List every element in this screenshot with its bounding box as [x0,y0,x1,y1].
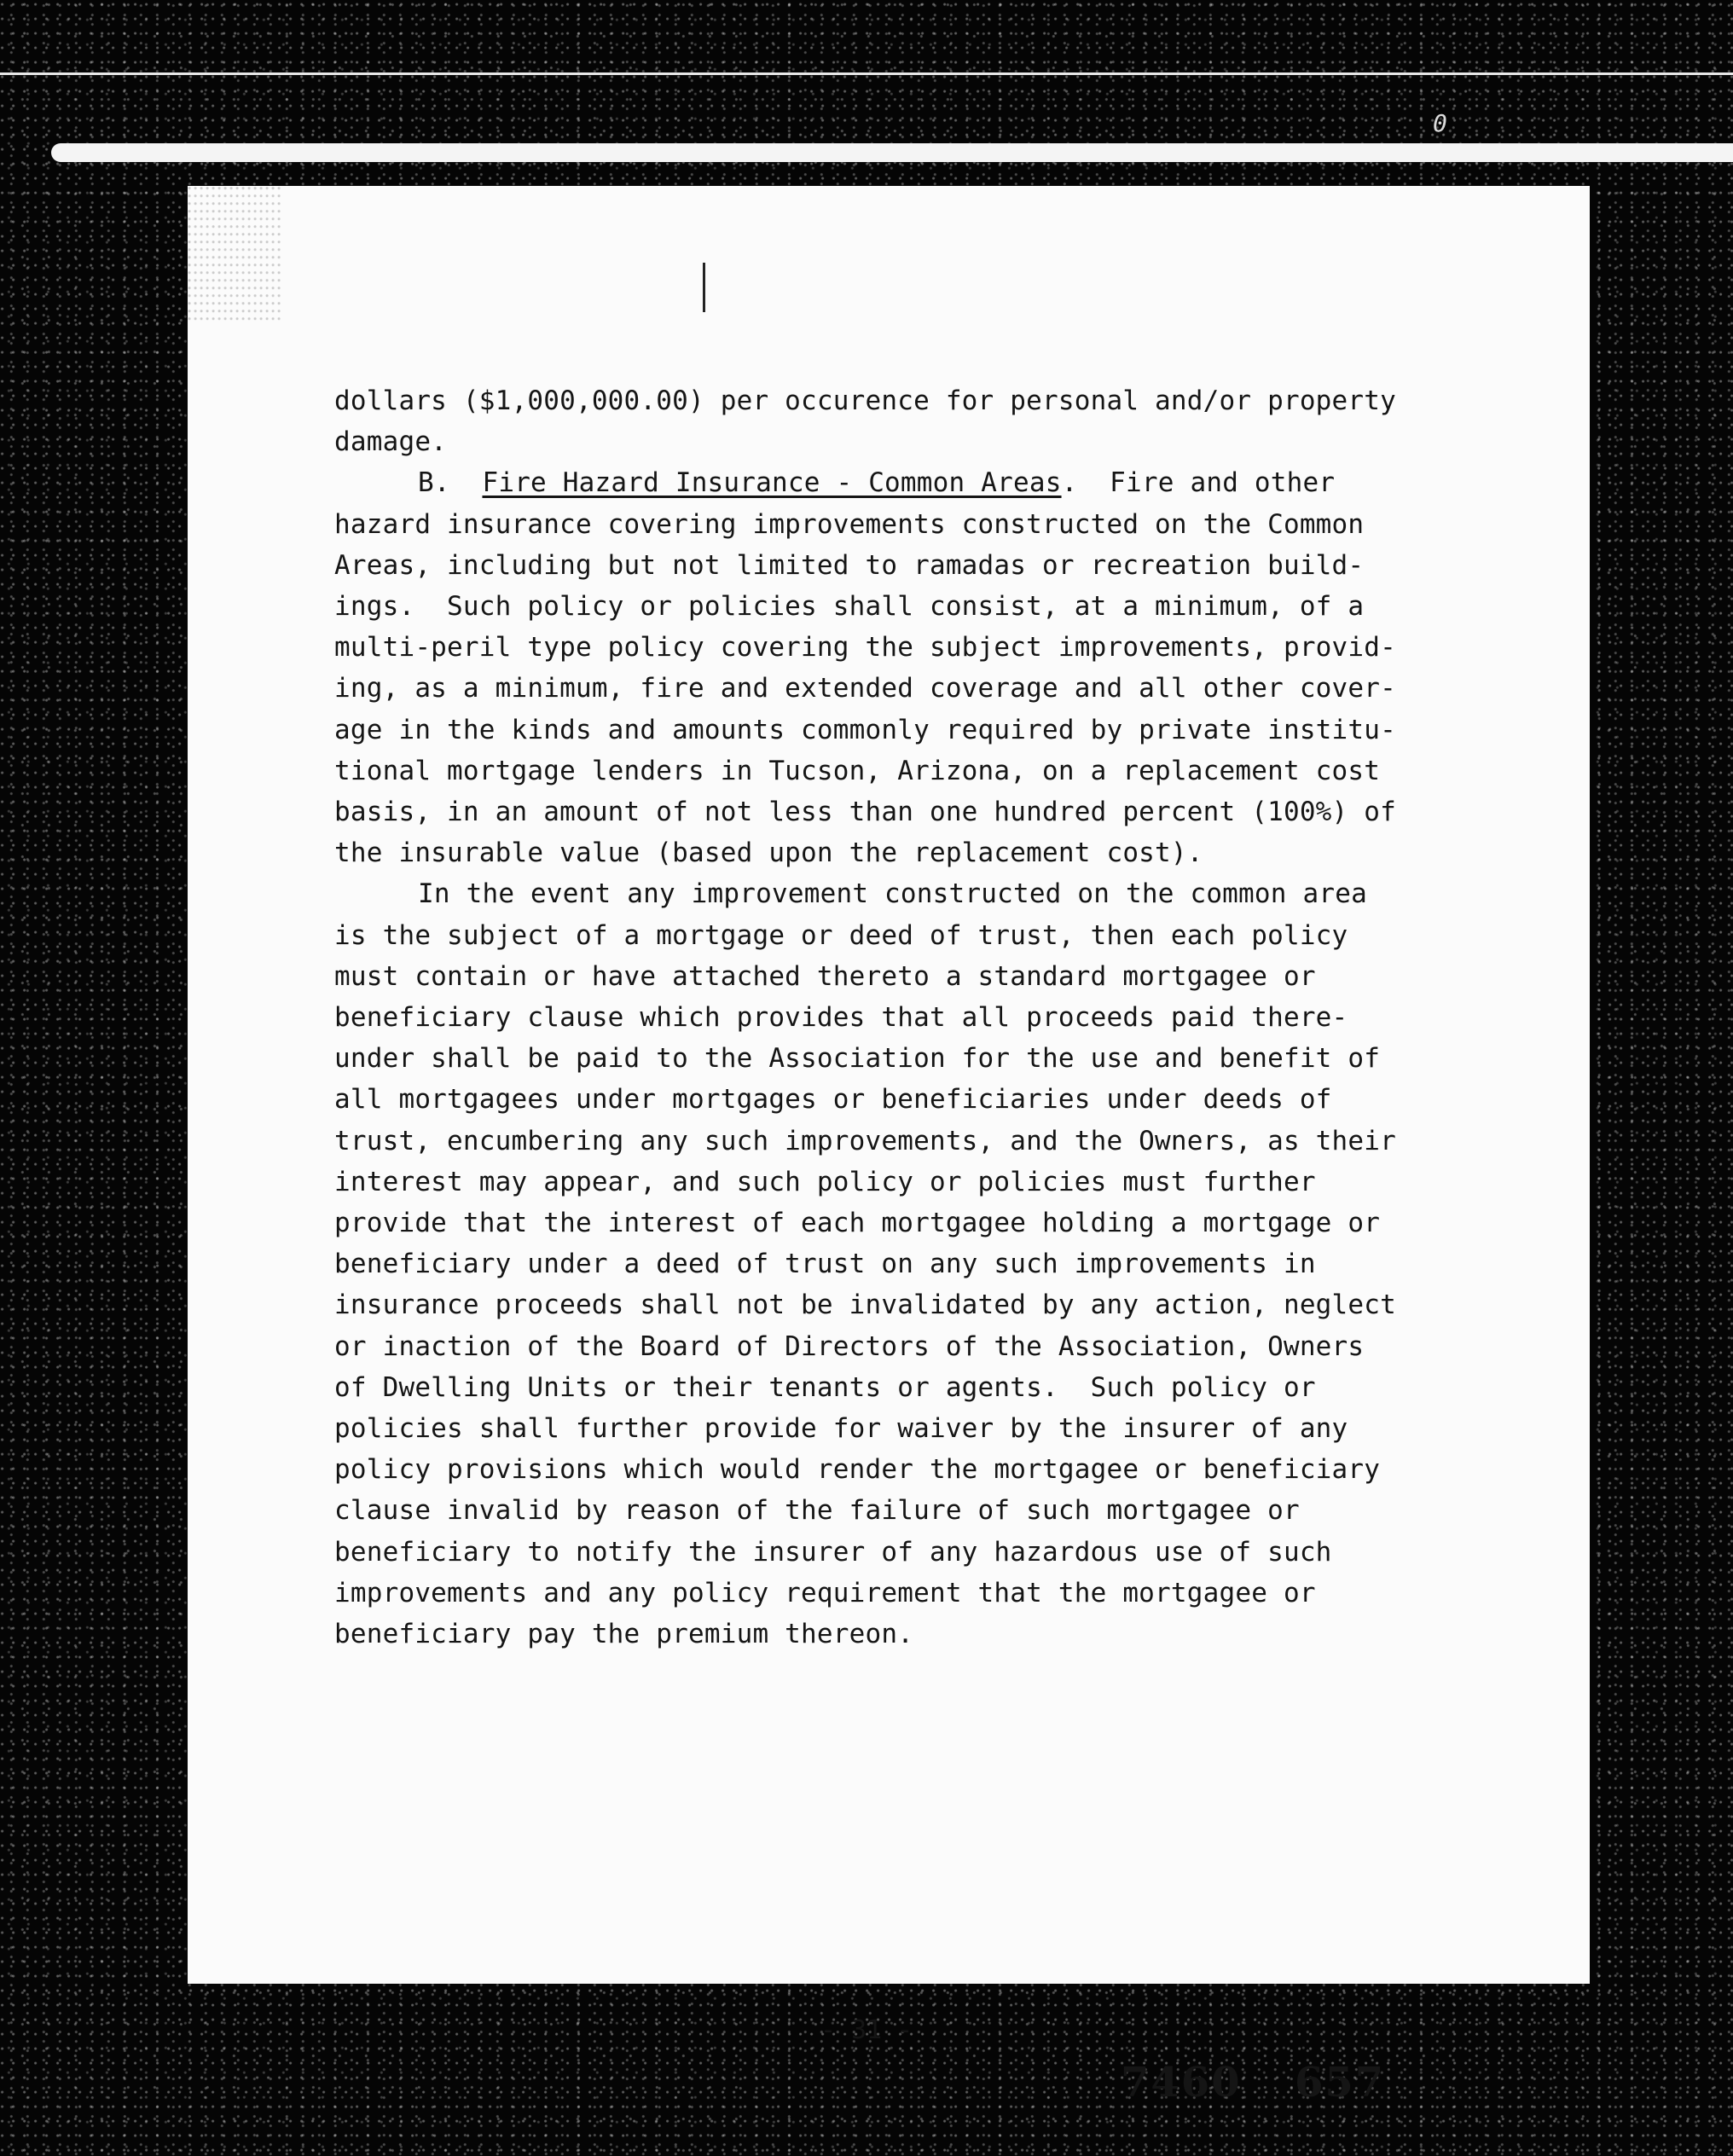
text-line: under shall be paid to the Association for the use and benefit of [334,1043,1381,1075]
text-line: policy provisions which would render the mortgagee or beneficiary [334,1454,1381,1486]
scan-edge-line [0,72,1733,75]
text-line: basis, in an amount of not less than one hundred percent (100%) of [334,797,1396,828]
text-line: beneficiary under a deed of trust on any such improvements in [334,1249,1316,1280]
book-number: 7460 [1121,2059,1242,2107]
text-line: tional mortgage lenders in Tucson, Arizona, on a replacement cost [334,755,1381,786]
document-page [188,186,1590,2107]
text-line: age in the kinds and amounts commonly required by private institu- [334,714,1396,745]
text-line: of Dwelling Units or their tenants or agents. Such policy or [334,1371,1316,1403]
scan-edge-band [51,143,1733,162]
text-line: dollars ($1,000,000.00) per occurence for personal and/or property [334,385,1396,416]
text-line: the insurable value (based upon the replacement cost). [334,837,1203,869]
text-line: ing, as a minimum, fire and extended coverage and all other cover- [334,673,1396,704]
corner-mark: 0 [1433,109,1447,137]
margin-mark [703,263,705,312]
text-line: must contain or have attached thereto a standard mortgagee or [334,960,1316,992]
section-b-heading-line [334,462,1443,503]
document-body [334,380,1443,1655]
text-line: improvements and any policy requirement that the mortgagee or [334,1577,1316,1608]
text-line: multi-peril type policy covering the subject improvements, provid- [334,632,1396,664]
section-heading-continuation: . Fire and other [1061,467,1336,499]
text-line: beneficiary to notify the insurer of any hazardous use of such [334,1536,1332,1568]
text-line: is the subject of a mortgage or deed of trust, then each policy [334,919,1348,951]
text-line: hazard insurance covering improvements constructed on the Common [334,508,1365,540]
text-line: beneficiary clause which provides that all proceeds paid there- [334,1002,1348,1034]
page-number: - 31 - [820,2015,913,2045]
text-line: insurance proceeds shall not be invalidated by any action, neglect [334,1290,1396,1321]
text-line: interest may appear, and such policy or policies must further [334,1166,1316,1197]
section-heading: Fire Hazard Insurance - Common Areas [482,467,1062,499]
text-line: Areas, including but not limited to ramadas or recreation build- [334,549,1365,581]
text-line: ings. Such policy or policies shall consist, at a minimum, of a [334,591,1365,623]
text-line: provide that the interest of each mortgagee holding a mortgage or [334,1208,1381,1239]
text-line: damage. [334,426,448,458]
paragraph-two-first-line [334,873,1443,914]
text-line: policies shall further provide for waiver by the insurer of any [334,1413,1348,1445]
text-line: clause invalid by reason of the failure of such mortgagee or [334,1495,1300,1527]
text-line: or inaction of the Board of Directors of the Association, Owners [334,1330,1365,1362]
text-line: all mortgagees under mortgages or beneficiaries under deeds of [334,1084,1332,1116]
text-line: beneficiary pay the premium thereon. [334,1619,914,1650]
section-label: B. [418,467,450,499]
paragraph-two-text: In the event any improvement constructed on the common area [418,878,1367,910]
page-reference-number: 657 [1295,2059,1386,2107]
text-line: trust, encumbering any such improvements, and the Owners, as their [334,1125,1396,1156]
